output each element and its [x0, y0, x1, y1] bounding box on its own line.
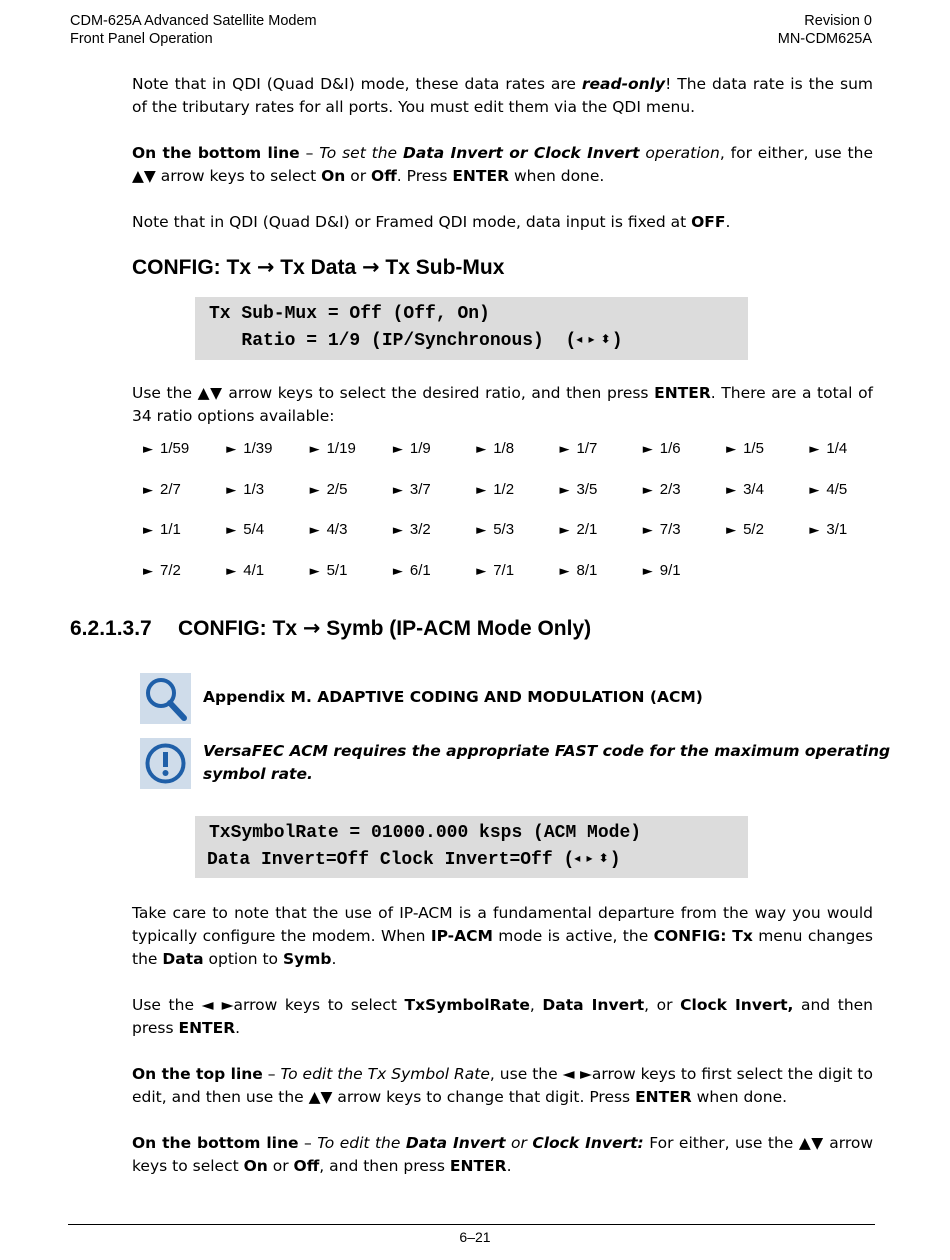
ratio-value: 2/5 [326, 480, 348, 498]
ratio-option [393, 438, 476, 461]
ratio-option [643, 479, 726, 502]
bullet-arrow-icon: ► [476, 523, 487, 538]
ratio-option [726, 479, 809, 502]
ratio-intro: Use the ▲▼ arrow keys to select the desired ratio, and then press ENTER. There are a total of 34 ratio options available: [132, 384, 874, 425]
page-number: 6–21 [459, 1229, 491, 1245]
ratio-value: 5/2 [743, 521, 764, 538]
ratio-value: 4/5 [826, 480, 848, 498]
ratio-option [643, 519, 726, 542]
ratio-option [143, 519, 226, 542]
ratio-value: 7/1 [493, 561, 515, 579]
ratio-option [226, 479, 309, 502]
ratio-option [143, 438, 226, 461]
header-product: CDM-625A Advanced Satellite Modem [70, 13, 317, 29]
bullet-arrow-icon: ► [476, 442, 487, 457]
ratio-option [310, 560, 393, 583]
ratio-option [476, 438, 559, 461]
bullet-arrow-icon: ► [392, 523, 403, 538]
ratio-value: 5/3 [493, 521, 515, 538]
ratio-option [143, 560, 226, 583]
ratio-value: 1/8 [493, 440, 515, 457]
ratio-value: 1/3 [243, 480, 265, 498]
bullet-arrow-icon: ► [642, 482, 653, 498]
ratio-value: 8/1 [576, 561, 598, 579]
ratio-option [643, 438, 726, 461]
ratio-option [476, 519, 559, 542]
ratio-option [726, 519, 809, 542]
top-line-paragraph: On the top line – To edit the Tx Symbol Rate, use the ◄ ►arrow keys to first select the digit to edit, and then use the ▲▼ arrow keys to change that digit. Press ENTER when done. [132, 1065, 873, 1106]
bullet-arrow-icon: ► [143, 442, 153, 457]
page-header-right [778, 12, 872, 48]
ratio-value: 1/4 [826, 440, 848, 457]
ratio-option [643, 560, 726, 583]
ratio-option [726, 438, 809, 461]
bullet-arrow-icon: ► [809, 442, 820, 457]
ratio-option [393, 519, 476, 542]
ratio-option [226, 438, 309, 461]
up-down-arrow-icon: ▲▼ [132, 167, 156, 185]
ratio-option [809, 519, 892, 542]
bullet-arrow-icon: ► [309, 482, 320, 498]
bullet-arrow-icon: ► [559, 563, 570, 579]
bullet-arrow-icon: ► [226, 563, 237, 579]
ratio-option [559, 519, 642, 542]
ratio-value: 3/7 [409, 480, 431, 498]
ratio-value: 1/2 [493, 480, 515, 498]
qdi-note: Note that in QDI (Quad D&I) mode, these data rates are read-only! The data rate is the sum of the tributary rates for all ports. You must edit them via the QDI menu. [132, 75, 873, 116]
symbol-rate-lcd-display: TxSymbolRate = 01000.000 ksps (ACM Mode) Data Invert=Off Clock Invert=Off (◂ ▸ ⬍) [195, 816, 748, 878]
ratio-value: 4/3 [326, 521, 348, 538]
section-heading: 6.2.1.3.7 CONFIG: Tx → Symb (IP-ACM Mode Only) [70, 616, 592, 640]
left-right-arrow-icon: ◄ ► [201, 996, 234, 1014]
footer-divider [68, 1224, 875, 1225]
right-arrow-icon: → [302, 616, 321, 640]
ratio-value: 5/1 [326, 561, 348, 579]
ratio-value: 3/2 [409, 521, 431, 538]
bullet-arrow-icon: ► [642, 523, 653, 538]
up-down-arrow-icon: ▲▼ [197, 384, 223, 402]
ratio-option [559, 479, 642, 502]
ratio-option [559, 560, 642, 583]
bullet-arrow-icon: ► [559, 482, 570, 498]
navigation-arrows-icon: ◂ ▸ ⬍ [574, 851, 610, 865]
ratio-value: 1/19 [326, 440, 356, 457]
bullet-arrow-icon: ► [226, 523, 237, 538]
bullet-arrow-icon: ► [143, 482, 153, 498]
bullet-arrow-icon: ► [559, 523, 570, 538]
ratio-option [476, 560, 559, 583]
ratio-value: 1/6 [659, 440, 681, 457]
ratio-option [310, 438, 393, 461]
important-note: VersaFEC ACM requires the appropriate FAST code for the maximum operating symbol rate. [203, 742, 891, 783]
select-option-paragraph: Use the ◄ ►arrow keys to select TxSymbolRate, Data Invert, or Clock Invert, and then press ENTER. [132, 996, 874, 1037]
ratio-option [310, 479, 393, 502]
ratio-value: 1/39 [243, 440, 273, 457]
bullet-arrow-icon: ► [809, 482, 820, 498]
ratio-value: 1/5 [743, 440, 764, 457]
right-arrow-icon: → [256, 255, 275, 279]
bullet-arrow-icon: ► [226, 442, 237, 457]
bullet-arrow-icon: ► [226, 482, 237, 498]
lcd-line-2: Data Invert=Off Clock Invert=Off ( [207, 850, 575, 870]
bullet-arrow-icon: ► [476, 482, 487, 498]
header-chapter: Front Panel Operation [70, 31, 213, 47]
right-arrow-icon: → [361, 255, 380, 279]
ratio-option [559, 438, 642, 461]
ratio-value: 1/1 [160, 521, 181, 538]
ratio-value: 1/9 [409, 440, 431, 457]
section-number: 6.2.1.3.7 [70, 617, 152, 640]
ratio-value: 2/1 [576, 521, 598, 538]
bullet-arrow-icon: ► [309, 563, 320, 579]
submux-heading: CONFIG: Tx → Tx Data → Tx Sub-Mux [132, 255, 505, 279]
ratio-value: 4/1 [243, 561, 265, 579]
bullet-arrow-icon: ► [392, 442, 403, 457]
navigation-arrows-icon: ◂ ▸ ⬍ [576, 332, 612, 346]
bullet-arrow-icon: ► [392, 563, 403, 579]
bullet-arrow-icon: ► [726, 523, 737, 538]
ratio-value: 3/4 [743, 480, 764, 498]
ip-acm-paragraph: Take care to note that the use of IP-ACM is a fundamental departure from the way you would typically configure the modem. When IP-ACM mode is active, the CONFIG: Tx menu changes the Data option to Symb. [132, 904, 873, 968]
ratio-option [226, 560, 309, 583]
ratio-value: 7/3 [659, 521, 681, 538]
bullet-arrow-icon: ► [726, 482, 737, 498]
ratio-option [226, 519, 309, 542]
reference-note: Appendix M. ADAPTIVE CODING AND MODULATION (ACM) [203, 688, 703, 706]
lcd-line-2: Ratio = 1/9 (IP/Synchronous) ( [209, 331, 577, 351]
up-down-arrow-icon: ▲▼ [308, 1088, 333, 1106]
page-header-left [70, 12, 317, 48]
ratio-value: 9/1 [659, 561, 681, 579]
lcd-line-1: Tx Sub-Mux = Off (Off, On) [209, 304, 490, 324]
bottom-line-paragraph: On the bottom line – To edit the Data Invert or Clock Invert: For either, use the ▲▼ arrow keys to select On or Off, and then press ENTER. [132, 1134, 874, 1175]
header-revision: Revision 0 [804, 13, 872, 29]
ratio-value: 5/4 [243, 521, 265, 538]
ratio-option [393, 479, 476, 502]
bullet-arrow-icon: ► [143, 563, 153, 579]
ratio-value: 2/7 [160, 480, 181, 498]
left-right-arrow-icon: ◄ ► [562, 1065, 592, 1083]
ratio-option [809, 438, 892, 461]
bullet-arrow-icon: ► [642, 563, 653, 579]
header-doc-number: MN-CDM625A [777, 31, 872, 47]
ratio-option [476, 479, 559, 502]
bullet-arrow-icon: ► [309, 442, 320, 457]
ratio-options-list [143, 438, 883, 582]
bullet-arrow-icon: ► [392, 482, 403, 498]
ratio-value: 3/5 [576, 480, 598, 498]
ratio-value: 3/1 [826, 521, 848, 538]
ratio-value: 7/2 [160, 561, 181, 579]
ratio-value: 1/7 [576, 440, 598, 457]
ratio-option [809, 479, 892, 502]
bullet-arrow-icon: ► [476, 563, 487, 579]
framed-qdi-note: Note that in QDI (Quad D&I) or Framed QDI mode, data input is fixed at OFF. [132, 213, 731, 231]
ratio-option [393, 560, 476, 583]
magnifier-icon [140, 673, 191, 724]
important-icon [140, 738, 191, 789]
bullet-arrow-icon: ► [143, 523, 153, 538]
lcd-line-1: TxSymbolRate = 01000.000 ksps (ACM Mode) [209, 823, 642, 843]
bullet-arrow-icon: ► [642, 442, 653, 457]
ratio-option [310, 519, 393, 542]
submux-lcd-display: Tx Sub-Mux = Off (Off, On) Ratio = 1/9 (IP/Synchronous) (◂ ▸ ⬍) [195, 297, 748, 360]
ratio-value: 1/59 [160, 440, 190, 457]
bullet-arrow-icon: ► [309, 523, 320, 538]
bullet-arrow-icon: ► [726, 442, 737, 457]
up-down-arrow-icon: ▲▼ [798, 1134, 824, 1152]
ratio-value: 2/3 [659, 480, 681, 498]
ratio-option [143, 479, 226, 502]
bullet-arrow-icon: ► [559, 442, 570, 457]
bottom-line-invert-paragraph: On the bottom line – To set the Data Invert or Clock Invert operation, for either, use the ▲▼ arrow keys to select On or Off. Press ENTER when done. [132, 144, 873, 185]
bullet-arrow-icon: ► [809, 523, 820, 538]
ratio-value: 6/1 [409, 561, 431, 579]
